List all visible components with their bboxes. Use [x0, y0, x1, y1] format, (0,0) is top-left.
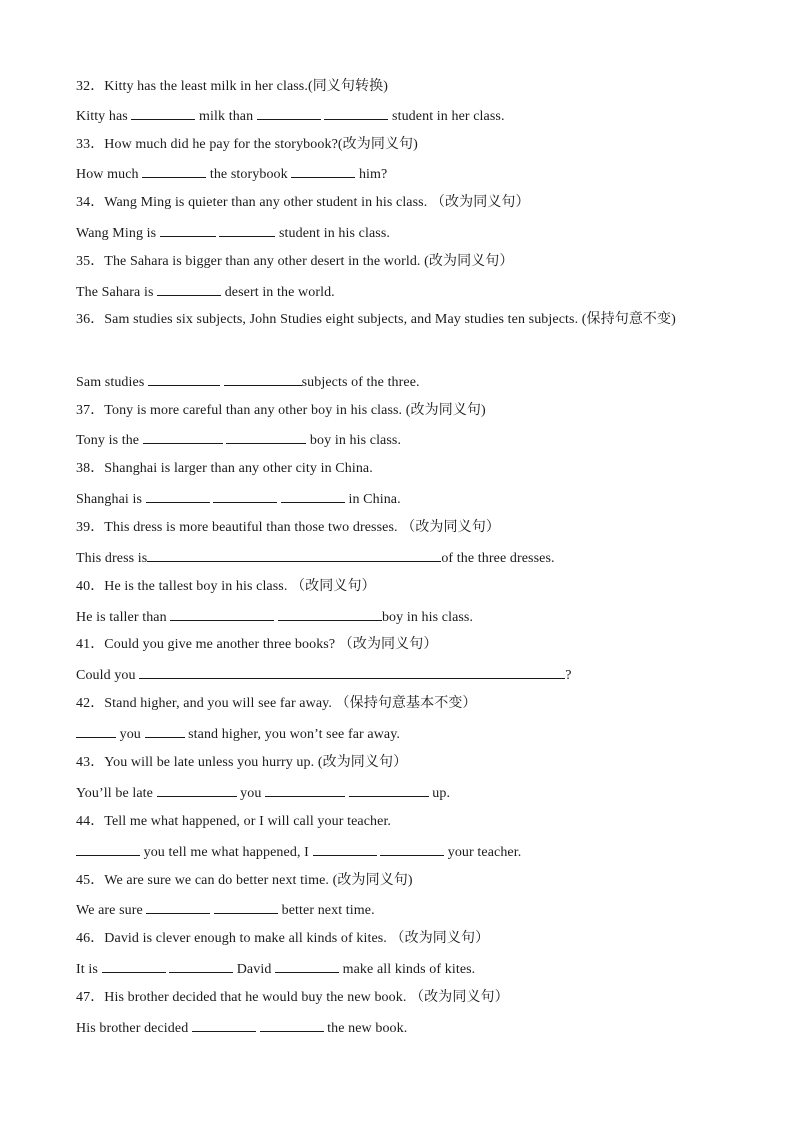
answer-text: you	[236, 786, 266, 801]
answer-line-34	[76, 224, 734, 243]
answer-line-44	[76, 843, 734, 862]
question-46: 46．David is clever enough to make all kinds of kites. （改为同义句）	[76, 931, 490, 946]
answer-line-47	[76, 1019, 734, 1038]
answer-text: milk than	[195, 109, 257, 124]
answer-text: Wang Ming is	[76, 226, 160, 241]
answer-blank[interactable]	[214, 901, 278, 914]
answer-line-38	[76, 490, 734, 509]
answer-blank[interactable]	[257, 107, 321, 120]
answer-text: ?	[565, 668, 572, 683]
answer-text: His brother decided	[76, 1021, 192, 1036]
answer-text: you	[116, 727, 145, 742]
question-33: 33．How much did he pay for the storybook?(改为同义句)	[76, 137, 418, 152]
answer-blank[interactable]	[157, 784, 237, 797]
answer-blank[interactable]	[160, 224, 216, 237]
answer-blank[interactable]	[157, 283, 221, 296]
answer-blank[interactable]	[148, 373, 220, 386]
answer-blank[interactable]	[224, 373, 302, 386]
question-34: 34．Wang Ming is quieter than any other student in his class. （改为同义句）	[76, 195, 530, 210]
answer-text: It is	[76, 962, 102, 977]
question-38: 38．Shanghai is larger than any other city in China.	[76, 461, 373, 476]
answer-blank[interactable]	[170, 608, 274, 621]
answer-text: You’ll be late	[76, 786, 157, 801]
answer-text: boy in his class.	[381, 610, 474, 625]
answer-text: He is taller than	[76, 610, 171, 625]
answer-blank[interactable]	[213, 490, 277, 503]
answer-line-33	[76, 165, 734, 184]
answer-text: How much	[76, 167, 143, 182]
answer-blank[interactable]	[278, 608, 382, 621]
answer-blank[interactable]	[145, 725, 185, 738]
answer-blank[interactable]	[76, 843, 140, 856]
answer-blank[interactable]	[260, 1019, 324, 1032]
answer-blank[interactable]	[76, 725, 116, 738]
answer-line-46	[76, 960, 734, 979]
question-40: 40．He is the tallest boy in his class. （改同义句）	[76, 579, 376, 594]
answer-blank[interactable]	[146, 490, 210, 503]
answer-blank[interactable]	[146, 901, 210, 914]
answer-text: subjects of the three.	[301, 375, 420, 390]
answer-text: Shanghai is	[76, 492, 146, 507]
question-39: 39．This dress is more beautiful than those two dresses. （改为同义句）	[76, 520, 500, 535]
answer-blank[interactable]	[349, 784, 429, 797]
answer-text: make all kinds of kites.	[339, 962, 476, 977]
answer-blank[interactable]	[265, 784, 345, 797]
question-44: 44．Tell me what happened, or I will call your teacher.	[76, 814, 392, 829]
answer-text: desert in the world.	[221, 285, 335, 300]
answer-text: The Sahara is	[76, 285, 158, 300]
answer-line-41	[76, 666, 734, 685]
answer-blank[interactable]	[139, 666, 565, 679]
answer-text: Kitty has	[76, 109, 132, 124]
answer-line-37	[76, 431, 734, 450]
answer-line-40	[76, 608, 734, 627]
answer-text: the new book.	[323, 1021, 408, 1036]
answer-text: student in her class.	[388, 109, 505, 124]
answer-line-42	[76, 725, 734, 744]
answer-line-36	[76, 373, 734, 392]
question-32: 32．Kitty has the least milk in her class.(同义句转换)	[76, 79, 388, 94]
answer-text: Sam studies	[76, 375, 148, 390]
question-41: 41．Could you give me another three books? （改为同义句）	[76, 637, 438, 652]
answer-text: of the three dresses.	[441, 551, 555, 566]
question-37: 37．Tony is more careful than any other boy in his class. (改为同义句)	[76, 403, 486, 418]
answer-text: in China.	[344, 492, 401, 507]
answer-blank[interactable]	[143, 431, 223, 444]
answer-blank[interactable]	[102, 960, 166, 973]
answer-text: This dress is	[76, 551, 148, 566]
answer-text: you tell me what happened, I	[140, 845, 313, 860]
answer-text: the storybook	[206, 167, 292, 182]
question-35: 35．The Sahara is bigger than any other desert in the world. (改为同义句）	[76, 254, 514, 269]
answer-line-45	[76, 901, 734, 920]
answer-blank[interactable]	[291, 165, 355, 178]
answer-line-43	[76, 784, 734, 803]
answer-text: Could you	[76, 668, 140, 683]
answer-blank[interactable]	[131, 107, 195, 120]
answer-blank[interactable]	[192, 1019, 256, 1032]
question-43: 43．You will be late unless you hurry up. (改为同义句）	[76, 755, 408, 770]
answer-text: boy in his class.	[306, 433, 402, 448]
answer-blank[interactable]	[380, 843, 444, 856]
answer-text: David	[233, 962, 276, 977]
answer-blank[interactable]	[169, 960, 233, 973]
answer-text: your teacher.	[444, 845, 522, 860]
answer-text: better next time.	[278, 903, 375, 918]
answer-text: We are sure	[76, 903, 147, 918]
answer-text: up.	[428, 786, 451, 801]
answer-text: student in his class.	[275, 226, 390, 241]
answer-line-35	[76, 283, 734, 302]
question-42: 42．Stand higher, and you will see far away. （保持句意基本不变）	[76, 696, 477, 711]
answer-blank[interactable]	[324, 107, 388, 120]
question-36: 36．Sam studies six subjects, John Studies eight subjects, and May studies ten subjects. (保持句意不变)	[76, 312, 676, 327]
question-45: 45．We are sure we can do better next time. (改为同义句)	[76, 873, 413, 888]
answer-text: him?	[355, 167, 388, 182]
answer-line-32	[76, 107, 734, 126]
question-47: 47．His brother decided that he would buy the new book. （改为同义句）	[76, 990, 509, 1005]
answer-text: Tony is the	[76, 433, 143, 448]
answer-blank[interactable]	[275, 960, 339, 973]
answer-blank[interactable]	[142, 165, 206, 178]
answer-blank[interactable]	[313, 843, 377, 856]
answer-blank[interactable]	[281, 490, 345, 503]
answer-blank[interactable]	[147, 549, 441, 562]
answer-text: stand higher, you won’t see far away.	[184, 727, 401, 742]
answer-blank[interactable]	[226, 431, 306, 444]
answer-line-39	[76, 549, 734, 568]
answer-blank[interactable]	[219, 224, 275, 237]
